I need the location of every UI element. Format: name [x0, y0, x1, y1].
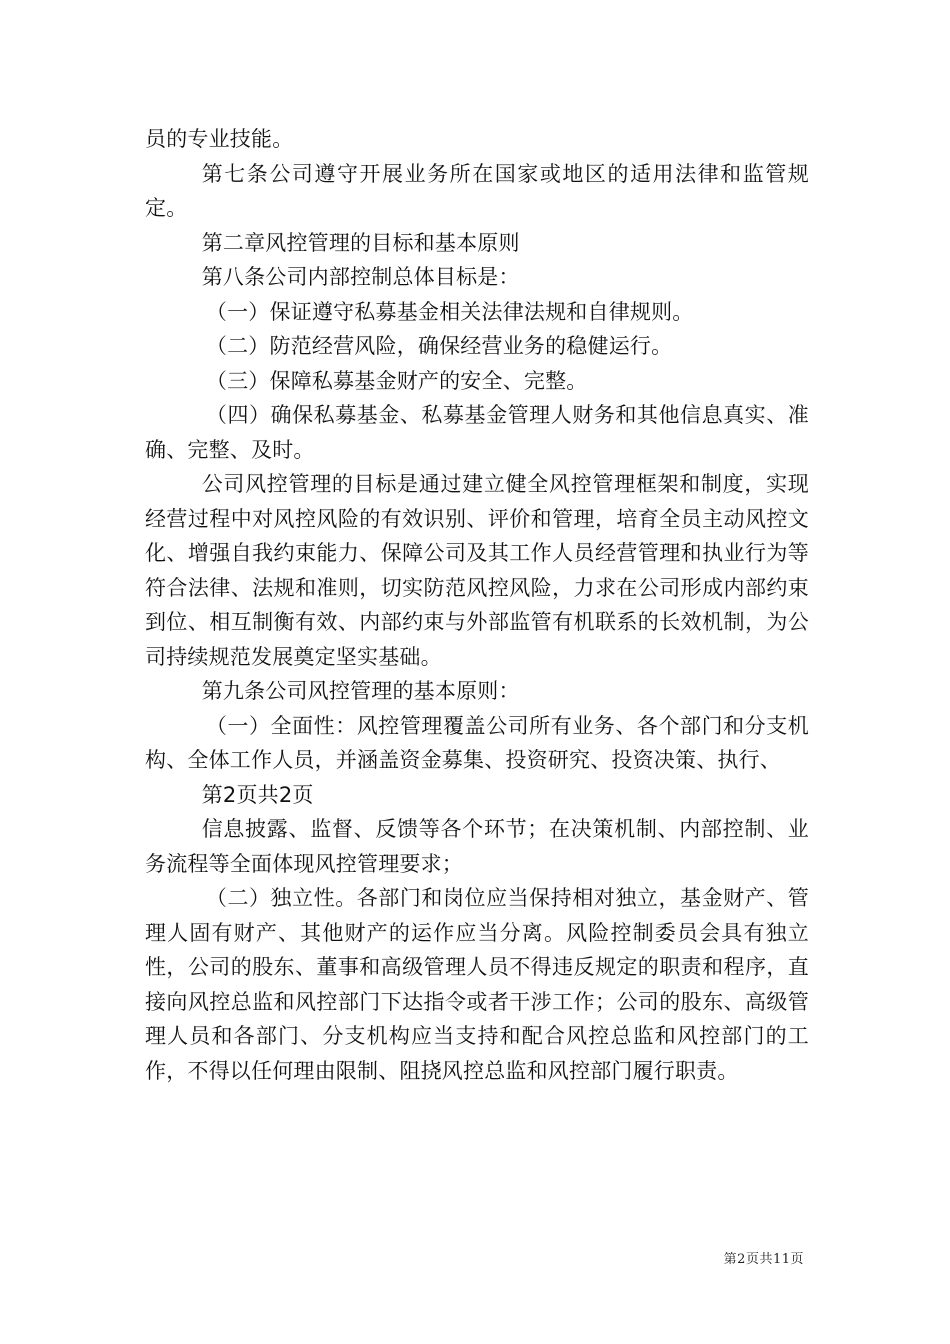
- chapter-2-heading: 第二章风控管理的目标和基本原则: [201, 230, 520, 255]
- article-9-item-1-continued: 信息披露、监督、反馈等各个环节；在决策机制、内部控制、业务流程等全面体现风控管理要求；: [145, 817, 809, 876]
- risk-control-goal-paragraph: 公司风控管理的目标是通过建立健全风控管理框架和制度，实现经营过程中对风控风险的有效识别、评价和管理，培育全员主动风控文化、增强自我约束能力、保障公司及其工作人员经营管理和执业行为等符合法律、法规和准则，切实防范风控风险，力求在公司形成内部约束到位、相互制衡有效、内部约束与外部监管有机联系的长效机制，为公司持续规范发展奠定坚实基础。: [145, 472, 809, 669]
- article-9: 第九条公司风控管理的基本原则：: [201, 679, 520, 703]
- inline-page-marker: 第2页共2页: [201, 782, 314, 807]
- article-8-item-2: （二）防范经营风险，确保经营业务的稳健运行。: [205, 334, 673, 358]
- article-9-item-2: （二）独立性。各部门和岗位应当保持相对独立，基金财产、管理人固有财产、其他财产的运作应当分离。风险控制委员会具有独立性，公司的股东、董事和高级管理人员不得违反规定的职责和程序，直接向风控总监和风控部门下达指令或者干涉工作；公司的股东、高级管理人员和各部门、分支机构应当支持和配合风控总监和风控部门的工作，不得以任何理由限制、阻挠风控总监和风控部门履行职责。: [145, 886, 809, 1083]
- document-body: [145, 122, 809, 1088]
- article-8-item-1: （一）保证遵守私募基金相关法律法规和自律规则。: [205, 299, 694, 324]
- article-8-item-4: （四）确保私募基金、私募基金管理人财务和其他信息真实、准确、完整、及时。: [145, 403, 809, 462]
- article-8-item-3: （三）保障私募基金财产的安全、完整。: [205, 368, 588, 393]
- article-9-item-1: （一）全面性：风控管理覆盖公司所有业务、各个部门和分支机构、全体工作人员，并涵盖资金募集、投资研究、投资决策、执行、: [145, 713, 809, 772]
- article-7: 第七条公司遵守开展业务所在国家或地区的适用法律和监管规定。: [145, 161, 809, 220]
- paragraph-continuation: 员的专业技能。: [145, 127, 294, 151]
- article-8: 第八条公司内部控制总体目标是：: [201, 265, 520, 289]
- page-footer-number: 第2页共11页: [723, 1252, 804, 1267]
